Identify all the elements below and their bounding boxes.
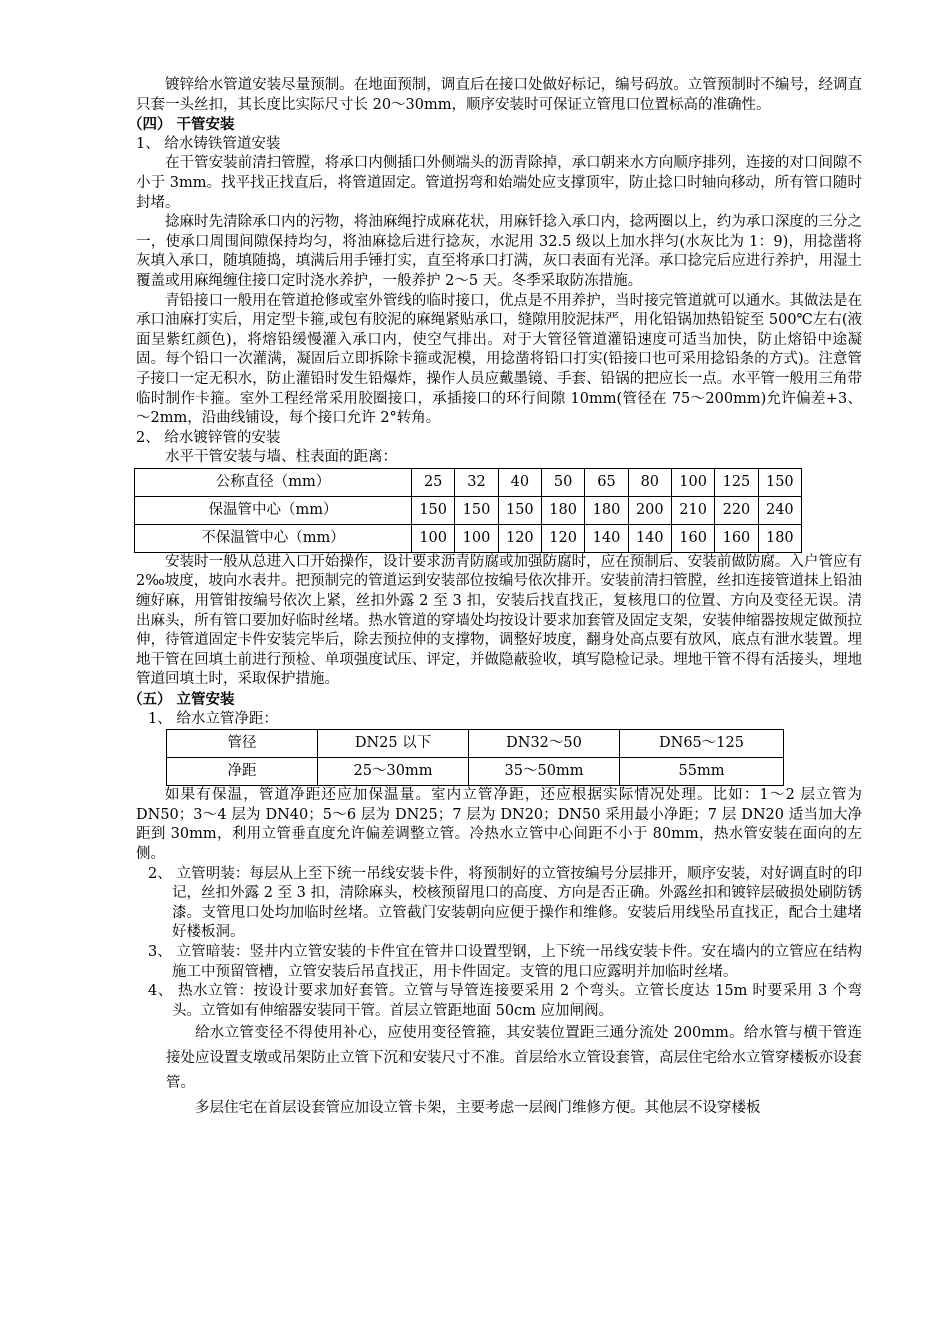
table-cell: 220 — [715, 496, 758, 524]
table-cell: 40 — [498, 468, 541, 496]
table-cell: 150 — [412, 496, 455, 524]
paragraph: 水平干管安装与墙、柱表面的距离： — [165, 449, 397, 466]
table-cell: 210 — [671, 496, 714, 524]
table-cell: 100 — [671, 468, 714, 496]
table-row — [135, 468, 802, 496]
pipe-distance-table — [134, 468, 802, 553]
table-cell: 160 — [671, 524, 714, 552]
table-cell: 管径 — [167, 730, 318, 758]
table-cell: 净距 — [167, 758, 318, 786]
paragraph: 青铅接口一般用在管道抢修或室外管线的临时接口，优点是不用养护，当时接完管道就可以通水。其做法是在承口油麻打实后，用定型卡箍,或包有胶泥的麻绳紧贴承口，缝隙用胶泥抹严，用化铅锅加热铅锭至 500℃左右(液面呈紫红颜色)，将熔铅缓慢灌入承口内，使空气排出。对于大管径管道灌铅速度可适当加快，防止熔铅中途凝固。每个铅口一次灌满，凝固后立即拆除卡箍或泥模，用捻凿将铅口打实(铅接口也可采用捻铅条的方式)。注意管子接口一定无积水，防止灌铅时发生铅爆炸，操作人员应戴墨镜、手套、铅锅的把应长一点。水平管一般用三角带临时制作卡箍。室外工程经常采用胶圈接口，承插接口的环行间隙 10mm(管径在 75～200mm)允许偏差+3、～2mm，沿曲线铺设，每个接口允许 2°转角。 — [136, 292, 862, 427]
table-cell: 55mm — [620, 758, 784, 786]
table-cell: 140 — [585, 524, 628, 552]
table-cell: 240 — [758, 496, 801, 524]
table-cell: DN25 以下 — [318, 730, 469, 758]
table-cell: 25～30mm — [318, 758, 469, 786]
paragraph: 捻麻时先清除承口内的污物，将油麻绳拧成麻花状，用麻钎捻入承口内，捻两圈以上，约为承口深度的三分之一，使承口周围间隙保持均匀，将油麻捻后进行捻灰，水泥用 32.5 级以上加水拌匀(水灰比为 1：9)，用捻凿将灰填入承口，随填随捣，填满后用手锤打实，直至将承口打满，灰口表面有光泽。承口捻完后应进行养护，用湿土覆盖或用麻绳缠住接口定时浇水养护，一般养护 2～5 天。冬季采取防冻措施。 — [136, 214, 862, 289]
table-row — [167, 730, 784, 758]
paragraph: 安装时一般从总进入口开始操作，设计要求沥青防腐或加强防腐时，应在预制后、安装前做防腐。入户管应有 2‰坡度，坡向水表井。把预制完的管道运到安装部位按编号依次排开。安装前清扫管膛，丝扣连接管道抹上铅油缠好麻，用管钳按编号依次上紧，丝扣外露 2 至 3 扣，安装后找直找正，复核甩口的位置、方向及变径无误。清出麻头，所有管口要加好临时丝堵。热水管道的穿墙处均按设计要求加套管及固定支架，安装伸缩器按规定做预拉伸，待管道固定卡件安装完毕后，除去预拉伸的支撑物，调整好坡度，翻身处高点要有放风，底点有泄水装置。埋地干管在回填土前进行预检、单项强度试压、评定，并做隐蔽验收，填写隐检记录。埋地干管不得有活接头，埋地管道回填土时，采取保护措施。 — [136, 553, 862, 688]
table-cell: 200 — [628, 496, 671, 524]
table-cell: 140 — [628, 524, 671, 552]
table-cell: 公称直径（mm） — [135, 468, 412, 496]
table-row — [167, 758, 784, 786]
table-cell: 保温管中心（mm） — [135, 496, 412, 524]
table-cell: 不保温管中心（mm） — [135, 524, 412, 552]
table-cell: DN32～50 — [469, 730, 620, 758]
subsection-heading: 1、 给水立管净距： — [148, 710, 278, 727]
numbered-item: 2、 立管明装：每层从上至下统一吊线安装卡件，将预制好的立管按编号分层排开，顺序安装，对好调直时的印记，丝扣外露 2 至 3 扣，清除麻头，校核预留甩口的高度、方向是否正确。外露丝扣和镀锌层破损处刷防锈漆。支管甩口处均加临时丝堵。立管截门安装朝向应便于操作和维修。安装后用线坠吊直找正，配合土建堵好楼板洞。 — [148, 865, 862, 941]
table-cell: 35～50mm — [469, 758, 620, 786]
numbered-item: 4、 热水立管：按设计要求加好套管。立管与导管连接要采用 2 个弯头。立管长度达 15m 时要采用 3 个弯头。立管如有伸缩器安装同干管。首层立管距地面 50cm 应加闸阀。 — [148, 983, 862, 1019]
subsection-heading: 1、 给水铸铁管道安装 — [136, 135, 281, 152]
table-cell: 100 — [412, 524, 455, 552]
section-heading: （四） 干管安装 — [128, 116, 235, 134]
table-cell: DN65～125 — [620, 730, 784, 758]
table-cell: 25 — [412, 468, 455, 496]
table-cell: 180 — [585, 496, 628, 524]
numbered-item: 3、 立管暗装：竖井内立管安装的卡件宜在管井口设置型钢，上下统一吊线安装卡件。安在墙内的立管应在结构施工中预留管槽，立管安装后吊直找正，用卡件固定。支管的甩口应露明并加临时丝堵。 — [148, 943, 862, 980]
paragraph: 在干管安装前清扫管膛，将承口内侧插口外侧端头的沥青除掉，承口朝来水方向顺序排列，连接的对口间隙不小于 3mm。找平找正找直后，将管道固定。管道拐弯和始端处应支撑顶牢，防止捻口时轴向移动，所有管口随时封堵。 — [136, 155, 862, 211]
table-cell: 65 — [585, 468, 628, 496]
wide-spaced-section — [136, 1021, 862, 1121]
table-cell: 160 — [715, 524, 758, 552]
paragraph: 如果有保温，管道净距还应加保温量。室内立管净距，还应根据实际情况处理。比如：1～2 层立管为 DN50；3～4 层为 DN40；5～6 层为 DN25；7 层为 DN20；DN50 采用最小净距；7 层 DN20 适当加大净距到 30mm，利用立管垂直度允许偏差调整立管。冷热水立管中心间距不小于 80mm，热水管安装在面向的左侧。 — [136, 787, 862, 862]
riser-clearance-table — [166, 729, 784, 786]
table-cell: 180 — [758, 524, 801, 552]
table-cell: 150 — [758, 468, 801, 496]
table-cell: 50 — [541, 468, 584, 496]
subsection-heading: 2、 给水镀锌管的安装 — [136, 429, 281, 446]
table-cell: 32 — [455, 468, 498, 496]
paragraph: 多层住宅在首层设套管应加设立管卡架，主要考虑一层阀门维修方便。其他层不设穿楼板 — [195, 1100, 761, 1117]
table-cell: 80 — [628, 468, 671, 496]
table-cell: 120 — [498, 524, 541, 552]
table-cell: 150 — [498, 496, 541, 524]
table-row — [135, 496, 802, 524]
section-heading: （五） 立管安装 — [128, 691, 235, 709]
table-cell: 125 — [715, 468, 758, 496]
document-page — [128, 76, 862, 1121]
table-cell: 120 — [541, 524, 584, 552]
table-row — [135, 524, 802, 552]
table-cell: 100 — [455, 524, 498, 552]
table-cell: 150 — [455, 496, 498, 524]
paragraph: 给水立管变径不得使用补心，应使用变径管箍，其安装位置距三通分流处 200mm。给水管与横干管连接处应设置支墩或吊架防止立管下沉和安装尺寸不准。首层给水立管设套管，高层住宅给水立管穿楼板亦设套管。 — [166, 1025, 862, 1092]
table-cell: 180 — [541, 496, 584, 524]
paragraph: 镀锌给水管道安装尽量预制。在地面预制，调直后在接口处做好标记，编号码放。立管预制时不编号，经调直只套一头丝扣，其长度比实际尺寸长 20～30mm，顺序安装时可保证立管甩口位置标高的准确性。 — [136, 77, 862, 113]
